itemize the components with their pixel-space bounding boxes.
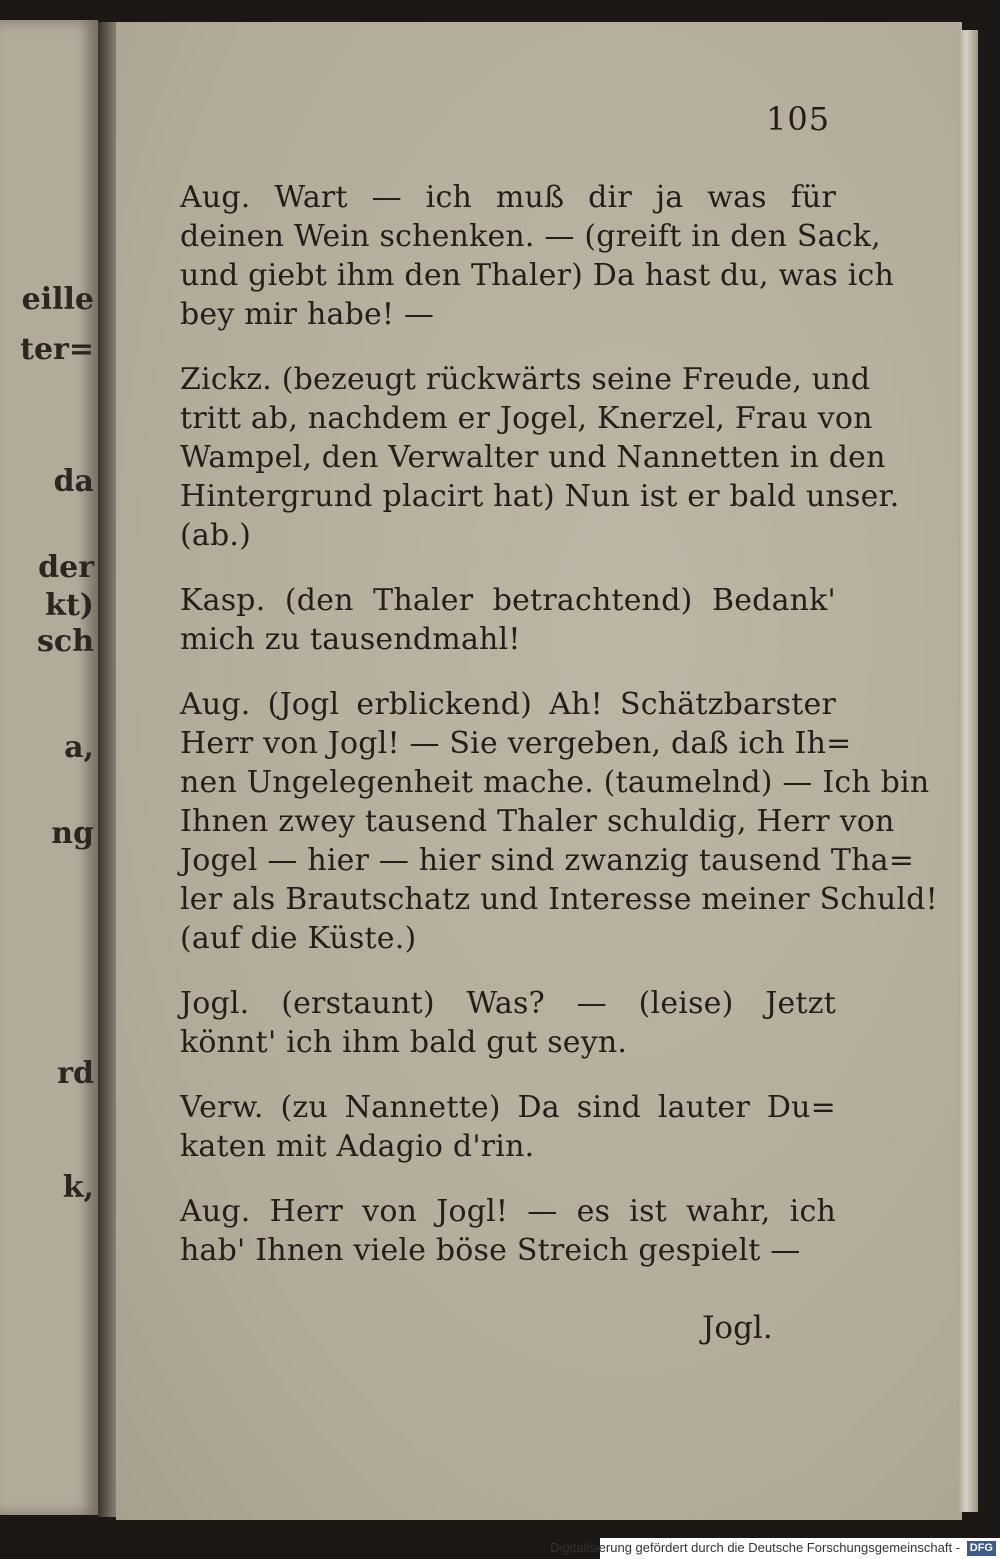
dialogue-paragraph bbox=[180, 360, 900, 555]
text-line: katen mit Adagio d'rin. bbox=[180, 1129, 535, 1164]
dialogue-paragraph bbox=[180, 1192, 836, 1270]
page-number: 105 bbox=[766, 100, 831, 138]
previous-page-fragment: eille bbox=[21, 282, 94, 317]
text-line: Verw. (zu Nannette) Da sind lauter Du= bbox=[180, 1090, 836, 1125]
text-line: Wampel, den Verwalter und Nannetten in den bbox=[180, 440, 886, 475]
page-edge bbox=[958, 30, 978, 1512]
page-body bbox=[180, 178, 938, 1270]
dialogue-paragraph bbox=[180, 581, 836, 659]
text-line: tritt ab, nachdem er Jogel, Knerzel, Frau von bbox=[180, 401, 873, 436]
previous-page-fragment: ng bbox=[51, 816, 94, 851]
previous-page-fragment: der bbox=[38, 550, 94, 585]
previous-page-fragment: k, bbox=[62, 1170, 94, 1205]
text-line: (auf die Küste.) bbox=[180, 921, 417, 956]
text-line: nen Ungelegenheit mache. (taumelnd) — Ich bin bbox=[180, 765, 930, 800]
text-line: deinen Wein schenken. — (greift in den Sack, bbox=[180, 219, 881, 254]
text-line: Herr von Jogl! — Sie vergeben, daß ich Ih= bbox=[180, 726, 852, 761]
text-line: ler als Brautschatz und Interesse meiner Schuld! bbox=[180, 882, 938, 917]
dialogue-paragraph bbox=[180, 685, 938, 958]
text-line: Aug. Wart — ich muß dir ja was für bbox=[180, 180, 836, 215]
book-gutter bbox=[98, 22, 118, 1517]
text-line: könnt' ich ihm bald gut seyn. bbox=[180, 1025, 628, 1060]
dialogue-paragraph bbox=[180, 178, 895, 334]
text-line: Jogel — hier — hier sind zwanzig tausend Tha= bbox=[180, 843, 915, 878]
text-line: Ihnen zwey tausend Thaler schuldig, Herr von bbox=[180, 804, 895, 839]
previous-page-fragment: ter= bbox=[20, 332, 94, 367]
text-line: mich zu tausendmahl! bbox=[180, 622, 521, 657]
previous-page-fragment: da bbox=[53, 464, 94, 499]
text-line: Jogl. (erstaunt) Was? — (leise) Jetzt bbox=[180, 986, 836, 1021]
text-line: Hintergrund placirt hat) Nun ist er bald unser. bbox=[180, 479, 900, 514]
digitization-footer bbox=[550, 1538, 1000, 1559]
text-line: Aug. Herr von Jogl! — es ist wahr, ich bbox=[180, 1194, 836, 1229]
text-line: Kasp. (den Thaler betrachtend) Bedank' bbox=[180, 583, 836, 618]
catchword: Jogl. bbox=[702, 1310, 773, 1346]
dfg-logo-icon: DFG bbox=[967, 1541, 996, 1556]
text-line: Zickz. (bezeugt rückwärts seine Freude, und bbox=[180, 362, 871, 397]
dialogue-paragraph bbox=[180, 984, 836, 1062]
funding-notice: Digitalisierung gefördert durch die Deutsche Forschungsgemeinschaft - bbox=[550, 1540, 960, 1555]
text-line: Aug. (Jogl erblickend) Ah! Schätzbarster bbox=[180, 687, 836, 722]
previous-page-fragment: kt) bbox=[45, 588, 94, 623]
previous-page-fragment: sch bbox=[37, 624, 94, 659]
text-line: und giebt ihm den Thaler) Da hast du, was ich bbox=[180, 258, 895, 293]
text-line: (ab.) bbox=[180, 518, 252, 553]
dialogue-paragraph bbox=[180, 1088, 836, 1166]
text-line: bey mir habe! — bbox=[180, 297, 435, 332]
previous-page-fragment: a, bbox=[64, 730, 94, 765]
previous-page-edge bbox=[0, 20, 98, 1515]
text-line: hab' Ihnen viele böse Streich gespielt — bbox=[180, 1233, 801, 1268]
previous-page-fragment: rd bbox=[57, 1056, 94, 1091]
